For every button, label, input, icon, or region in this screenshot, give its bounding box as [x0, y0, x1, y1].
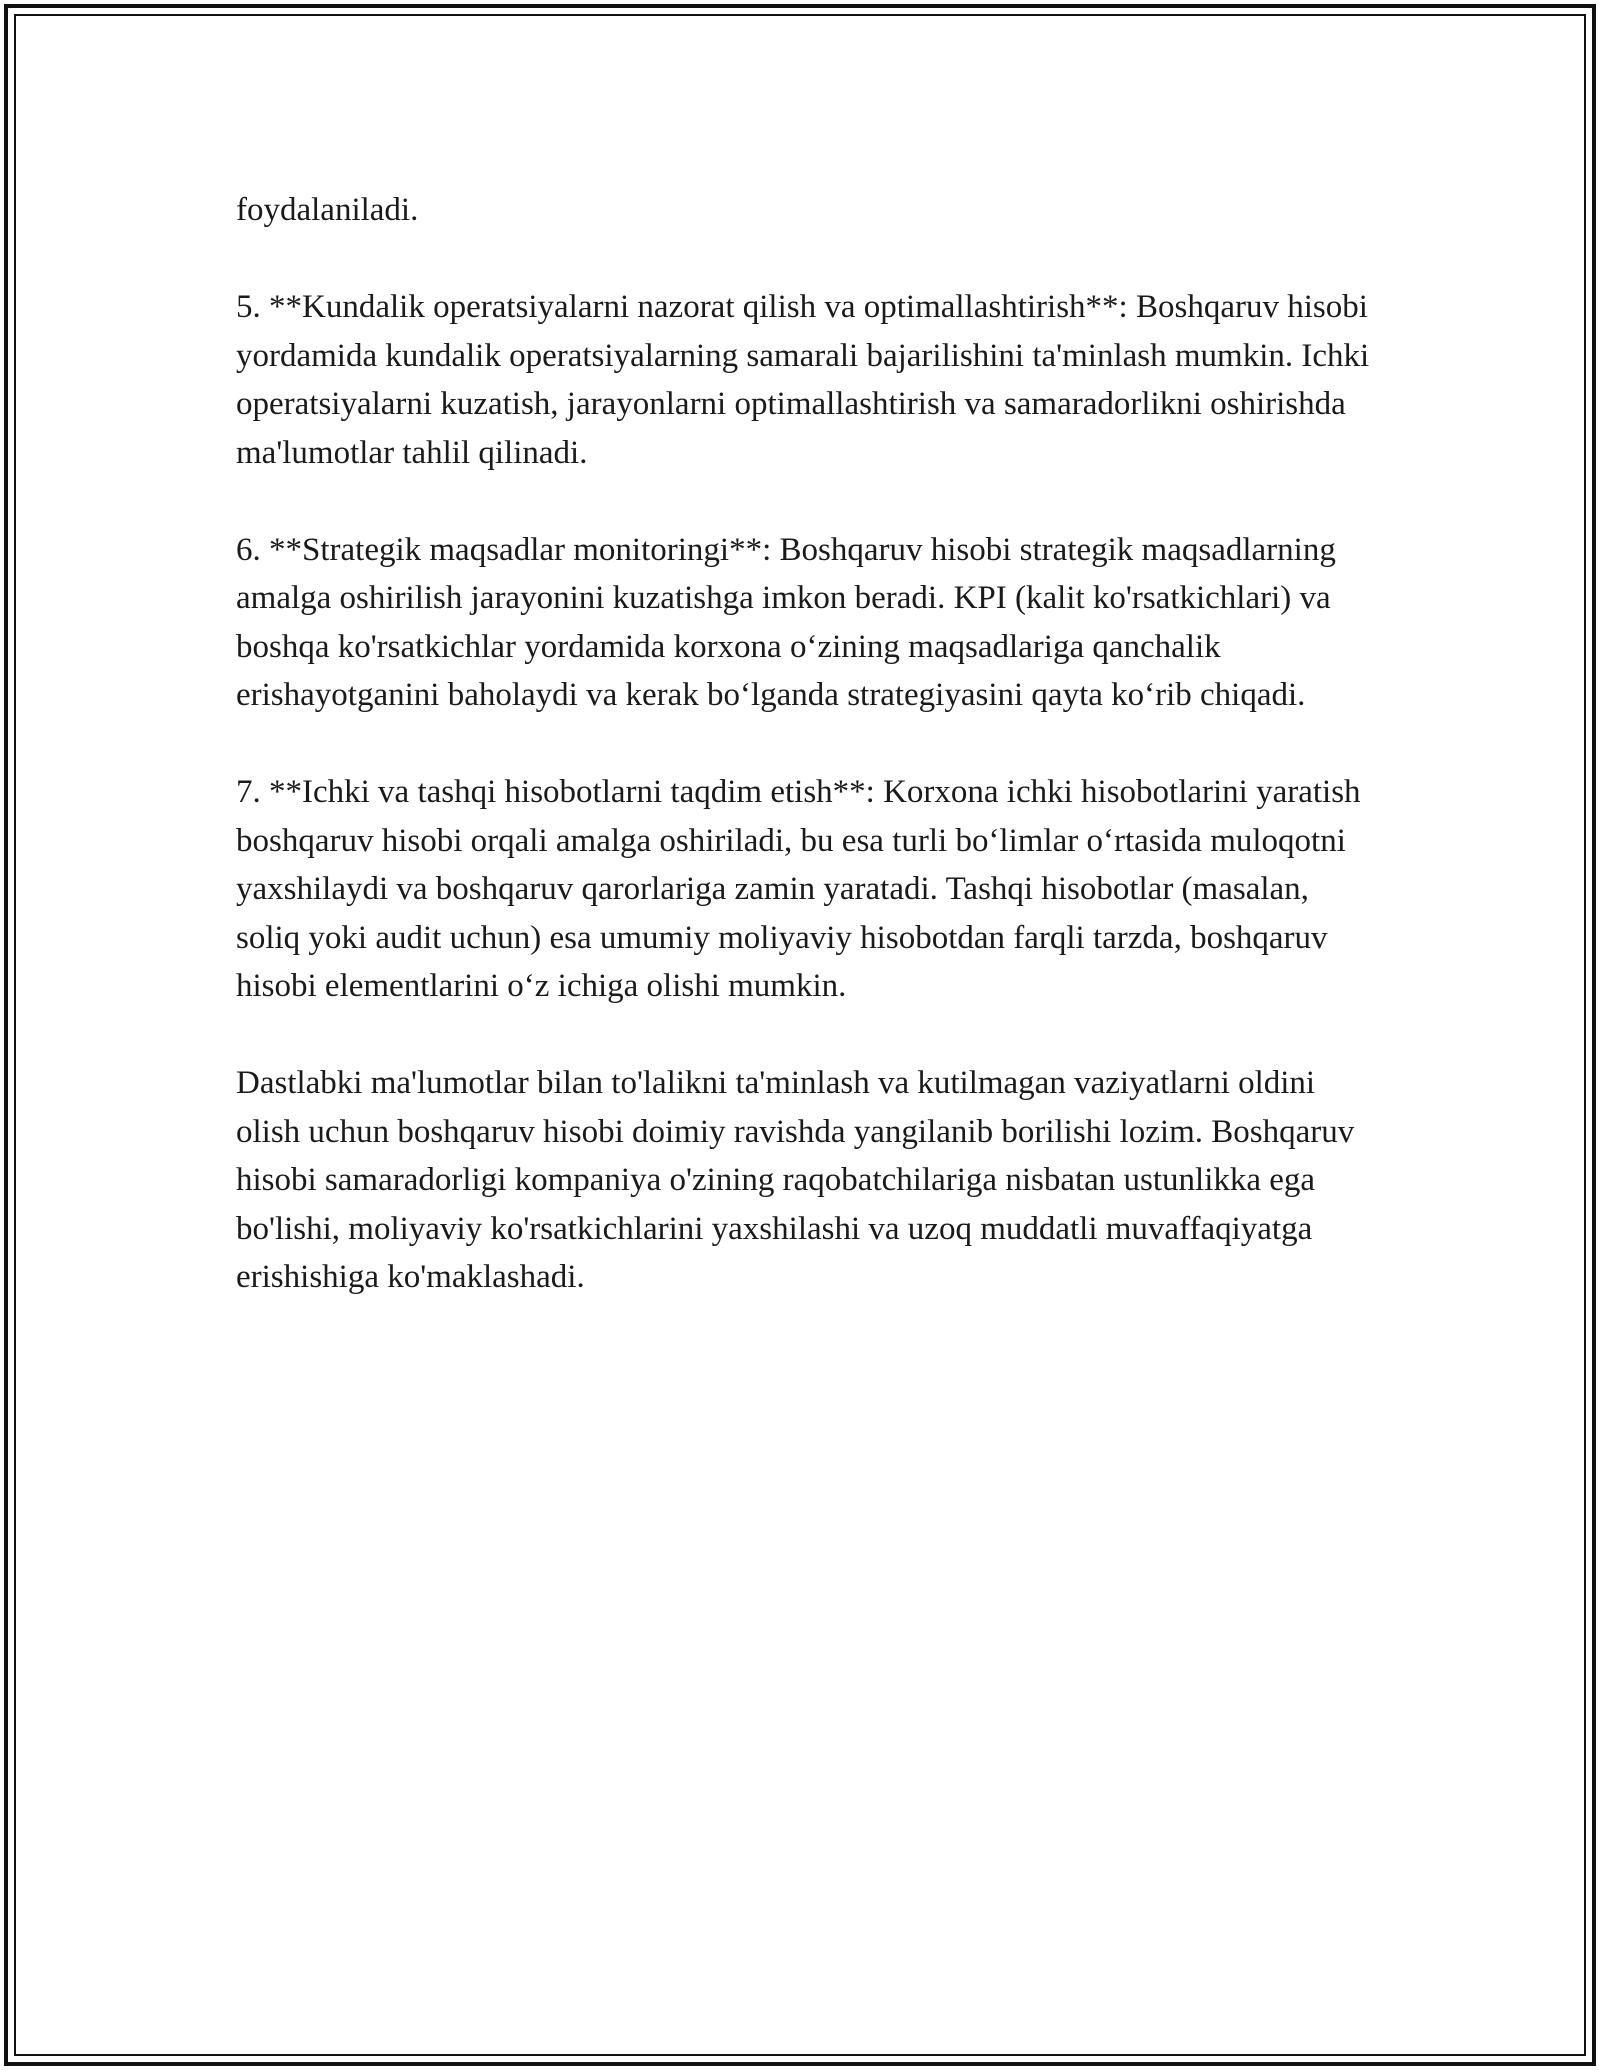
- paragraph-item-5: 5. **Kundalik operatsiyalarni nazorat qilish va optimallashtirish**: Boshqaruv hisobi yordamida kundalik operatsiyalarning samarali bajarilishini ta'minlash mumkin. Ichki operatsiyalarni kuzatish, jarayonlarni optimallashtirish va samaradorlikni oshirishda ma'lumotlar tahlil qilinadi.: [236, 289, 1370, 471]
- paragraph-continuation: foydalaniladi.: [236, 192, 419, 228]
- paragraph-item-6: 6. **Strategik maqsadlar monitoringi**: Boshqaruv hisobi strategik maqsadlarning amalga oshirilish jarayonini kuzatishga imkon beradi. KPI (kalit ko'rsatkichlari) va boshqa ko'rsatkichlar yordamida korxona o‘zining maqsadlariga qanchalik erishayotganini baholaydi va kerak bo‘lganda strategiyasini qayta ko‘rib chiqadi.: [236, 531, 1336, 713]
- document-body: [236, 186, 1376, 1350]
- paragraph-item-7: 7. **Ichki va tashqi hisobotlarni taqdim etish**: Korxona ichki hisobotlarini yaratish boshqaruv hisobi orqali amalga oshiriladi, bu esa turli bo‘limlar o‘rtasida muloqotni yaxshilaydi va boshqaruv qarorlariga zamin yaratadi. Tashqi hisobotlar (masalan, soliq yoki audit uchun) esa umumiy moliyaviy hisobotdan farqli tarzda, boshqaruv hisobi elementlarini o‘z ichiga olishi mumkin.: [236, 774, 1361, 1004]
- paragraph-conclusion: Dastlabki ma'lumotlar bilan to'lalikni ta'minlash va kutilmagan vaziyatlarni oldini olish uchun boshqaruv hisobi doimiy ravishda yangilanib borilishi lozim. Boshqaruv hisobi samaradorligi kompaniya o'zining raqobatchilariga nisbatan ustunlikka ega bo'lishi, moliyaviy ko'rsatkichlarini yaxshilashi va uzoq muddatli muvaffaqiyatga erishishiga ko'maklashadi.: [236, 1065, 1355, 1295]
